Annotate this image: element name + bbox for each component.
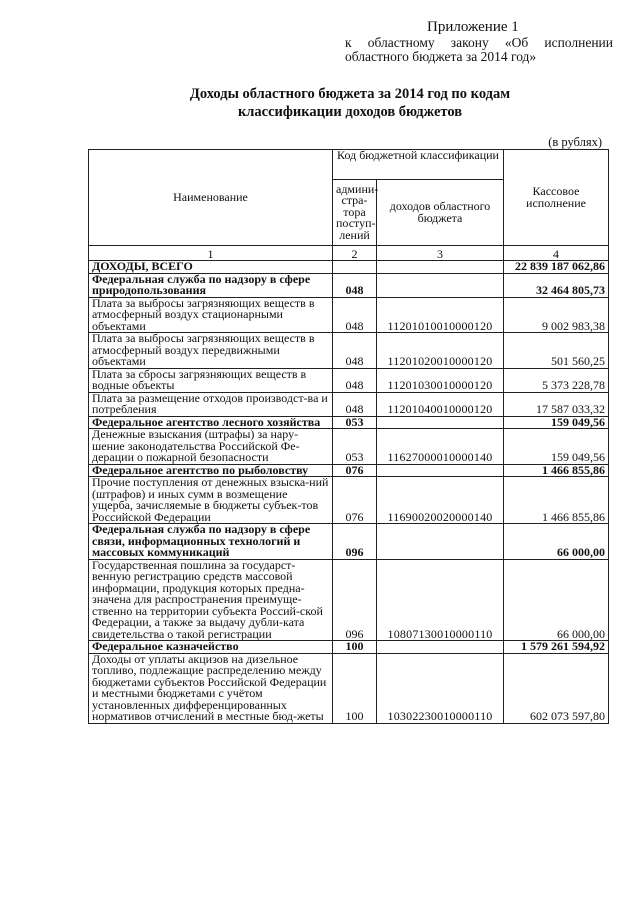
- table-row: [89, 429, 609, 465]
- row-name: ДОХОДЫ, ВСЕГО: [89, 261, 333, 274]
- revenue-table: [88, 149, 609, 724]
- row-amount: 22 839 187 062,86: [504, 261, 609, 274]
- row-income-code: [377, 416, 504, 429]
- row-income-code: 10807130010000110: [377, 559, 504, 641]
- row-amount: 66 000,00: [504, 524, 609, 560]
- row-admin-code: 096: [333, 559, 377, 641]
- row-amount: 602 073 597,80: [504, 653, 609, 723]
- table-row: [89, 273, 609, 297]
- table-row: [89, 392, 609, 416]
- row-admin-code: 048: [333, 392, 377, 416]
- row-income-code: 11627000010000140: [377, 429, 504, 465]
- row-income-code: 11201020010000120: [377, 333, 504, 369]
- row-name: Федеральное агентство лесного хозяйства: [89, 416, 333, 429]
- row-name: Федеральное агентство по рыболовству: [89, 464, 333, 477]
- row-name: Государственная пошлина за государст-венную регистрацию средств массовой информации, продукция которых предна-значена для распространения преимуще-ственно на территории субъекта Россий-ской Федерации, а также за выдачу дубли-ката свидетельства о такой регистрации: [89, 559, 333, 641]
- row-amount: 9 002 983,38: [504, 297, 609, 333]
- row-name: Федеральная служба по надзору в сфере природопользования: [89, 273, 333, 297]
- row-income-code: 11201040010000120: [377, 392, 504, 416]
- row-admin-code: 096: [333, 524, 377, 560]
- header-name: Наименование: [89, 150, 333, 246]
- table-row: [89, 333, 609, 369]
- row-admin-code: 048: [333, 297, 377, 333]
- row-income-code: 10302230010000110: [377, 653, 504, 723]
- row-name: Федеральное казначейство: [89, 641, 333, 654]
- row-name: Плата за размещение отходов производст-ва и потребления: [89, 392, 333, 416]
- units-note: (в рублях): [548, 135, 602, 149]
- appendix-reference-line1: к областному закону «Об исполнении: [345, 35, 613, 50]
- table-row: [89, 477, 609, 524]
- table-row: [89, 559, 609, 641]
- document-title: [100, 85, 600, 121]
- header-budget-code: Код бюджетной классификации: [333, 150, 504, 180]
- row-income-code: [377, 524, 504, 560]
- header-income-code: доходов областного бюджета: [377, 180, 504, 246]
- row-name: Плата за выбросы загрязняющих веществ в атмосферный воздух передвижными объектами: [89, 333, 333, 369]
- column-number: 3: [377, 246, 504, 261]
- document-title-line2: классификации доходов бюджетов: [237, 104, 463, 120]
- appendix-header: [345, 20, 613, 64]
- header-admin-code: админи-стра-тора поступ-лений: [333, 180, 377, 246]
- row-admin-code: 076: [333, 477, 377, 524]
- appendix-title: Приложение 1: [427, 19, 519, 35]
- row-amount: 1 466 855,86: [504, 464, 609, 477]
- table-row: [89, 297, 609, 333]
- row-amount: 501 560,25: [504, 333, 609, 369]
- header-execution: Кассовое исполнение: [504, 150, 609, 246]
- document-title-line1: Доходы областного бюджета за 2014 год по кодам: [189, 86, 511, 102]
- row-income-code: 11201030010000120: [377, 368, 504, 392]
- row-admin-code: 048: [333, 273, 377, 297]
- row-name: Плата за выбросы загрязняющих веществ в атмосферный воздух стационарными объектами: [89, 297, 333, 333]
- column-number: 4: [504, 246, 609, 261]
- row-income-code: 11690020020000140: [377, 477, 504, 524]
- row-amount: 17 587 033,32: [504, 392, 609, 416]
- table-row: [89, 653, 609, 723]
- row-income-code: 11201010010000120: [377, 297, 504, 333]
- row-admin-code: 053: [333, 429, 377, 465]
- row-amount: 5 373 228,78: [504, 368, 609, 392]
- row-admin-code: 100: [333, 641, 377, 654]
- column-number: 1: [89, 246, 333, 261]
- row-admin-code: 100: [333, 653, 377, 723]
- row-income-code: [377, 464, 504, 477]
- row-name: Прочие поступления от денежных взыска-ний (штрафов) и иных сумм в возмещение ущерба, зачисляемые в бюджеты субъек-тов Российской Федерации: [89, 477, 333, 524]
- table-row: [89, 524, 609, 560]
- row-name: Плата за сбросы загрязняющих веществ в водные объекты: [89, 368, 333, 392]
- appendix-reference-line2: областного бюджета за 2014 год»: [345, 49, 537, 64]
- row-admin-code: 048: [333, 368, 377, 392]
- row-admin-code: 076: [333, 464, 377, 477]
- row-amount: 159 049,56: [504, 429, 609, 465]
- row-admin-code: 048: [333, 333, 377, 369]
- row-amount: 159 049,56: [504, 416, 609, 429]
- table-row: [89, 368, 609, 392]
- row-amount: 1 579 261 594,92: [504, 641, 609, 654]
- row-amount: 1 466 855,86: [504, 477, 609, 524]
- row-admin-code: 053: [333, 416, 377, 429]
- row-amount: 66 000,00: [504, 559, 609, 641]
- table-body: [89, 246, 609, 724]
- row-name: Федеральная служба по надзору в сфере связи, информационных технологий и массовых коммуникаций: [89, 524, 333, 560]
- row-name: Денежные взыскания (штрафы) за нару-шение законодательства Российской Фе-дерации о пожарной безопасности: [89, 429, 333, 465]
- column-number: 2: [333, 246, 377, 261]
- row-income-code: [377, 273, 504, 297]
- row-name: Доходы от уплаты акцизов на дизельное топливо, подлежащие распределению между бюджетами субъектов Российской Федерации и местными бюджетами с учётом установленных дифференцированных нормативов отчислений в местные бюд-жеты: [89, 653, 333, 723]
- row-income-code: [377, 261, 504, 274]
- row-admin-code: [333, 261, 377, 274]
- row-amount: 32 464 805,73: [504, 273, 609, 297]
- row-income-code: [377, 641, 504, 654]
